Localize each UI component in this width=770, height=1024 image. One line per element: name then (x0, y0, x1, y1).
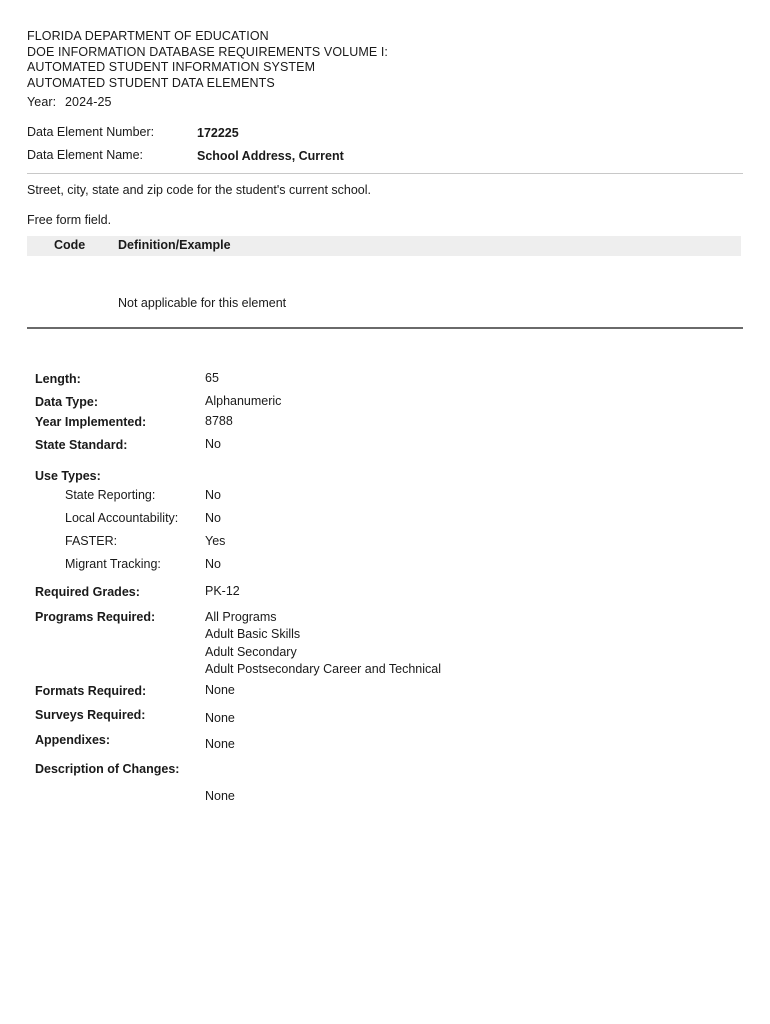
section-title: AUTOMATED STUDENT DATA ELEMENTS (27, 75, 275, 90)
formats-required-label: Formats Required: (35, 684, 147, 698)
free-form-note: Free form field. (27, 213, 112, 227)
code-column-header: Code (54, 238, 86, 252)
element-number-value: 172225 (197, 126, 239, 140)
migrant-tracking-label: Migrant Tracking: (65, 557, 161, 571)
element-name-value: School Address, Current (197, 149, 344, 163)
programs-required-label: Programs Required: (35, 610, 156, 624)
required-grades-label: Required Grades: (35, 585, 140, 599)
data-type-label: Data Type: (35, 395, 98, 409)
state-standard-value: No (205, 437, 221, 451)
appendixes-value: None (205, 737, 235, 751)
state-reporting-value: No (205, 488, 221, 502)
description-of-changes-label: Description of Changes: (35, 762, 180, 776)
section-divider (27, 327, 743, 329)
surveys-required-label: Surveys Required: (35, 708, 146, 722)
required-grades-value: PK-12 (205, 584, 240, 598)
element-description: Street, city, state and zip code for the student's current school. (27, 183, 372, 197)
program-item: Adult Postsecondary Career and Technical (205, 662, 442, 676)
description-of-changes-value: None (205, 789, 235, 803)
state-reporting-label: State Reporting: (65, 488, 156, 502)
program-item: All Programs (205, 610, 277, 624)
definition-column-header: Definition/Example (118, 238, 231, 252)
year-implemented-label: Year Implemented: (35, 415, 147, 429)
faster-value: Yes (205, 534, 226, 548)
divider (27, 173, 743, 174)
faster-label: FASTER: (65, 534, 118, 548)
year-implemented-value: 8788 (205, 414, 233, 428)
state-standard-label: State Standard: (35, 438, 128, 452)
use-types-label: Use Types: (35, 469, 101, 483)
length-label: Length: (35, 372, 81, 386)
program-item: Adult Basic Skills (205, 627, 301, 641)
local-accountability-value: No (205, 511, 221, 525)
volume-title: DOE INFORMATION DATABASE REQUIREMENTS VOLUME I: (27, 44, 388, 59)
formats-required-value: None (205, 683, 235, 697)
appendixes-label: Appendixes: (35, 733, 111, 747)
data-type-value: Alphanumeric (205, 394, 282, 408)
department-title: FLORIDA DEPARTMENT OF EDUCATION (27, 29, 269, 43)
element-name-label: Data Element Name: (27, 148, 144, 162)
code-table-row: Not applicable for this element (118, 296, 287, 310)
year-value: 2024-25 (65, 95, 112, 109)
year-label: Year: (27, 95, 57, 109)
local-accountability-label: Local Accountability: (65, 511, 179, 525)
program-item: Adult Secondary (205, 644, 297, 659)
migrant-tracking-value: No (205, 557, 221, 571)
surveys-required-value: None (205, 711, 235, 725)
system-title: AUTOMATED STUDENT INFORMATION SYSTEM (27, 60, 316, 74)
length-value: 65 (205, 371, 219, 385)
element-number-label: Data Element Number: (27, 125, 155, 139)
